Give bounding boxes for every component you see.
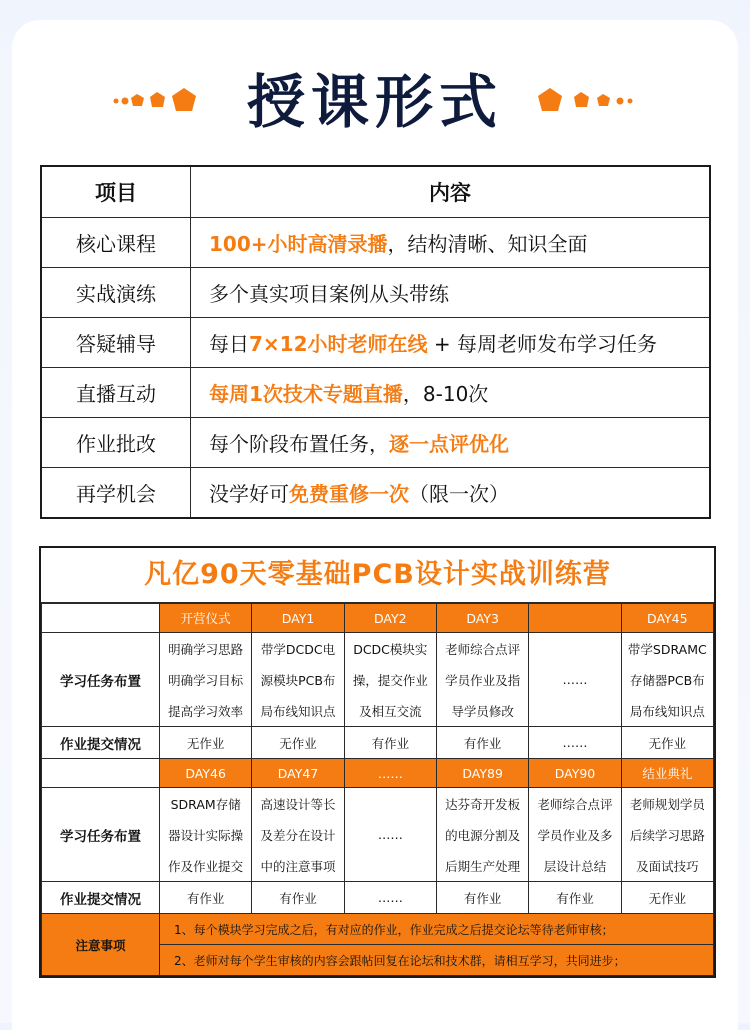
- day-label: DAY2: [344, 604, 436, 633]
- task-cell-line: 学员作业及多: [529, 819, 621, 850]
- day-label: DAY1: [252, 604, 344, 633]
- task-cell-line: 后续学习思路: [621, 819, 713, 850]
- submit-cell: 有作业: [436, 882, 528, 914]
- task-cell-line: 老师综合点评: [529, 788, 621, 820]
- submit-cell: 无作业: [160, 727, 252, 759]
- task-cell-line: 操，提交作业: [344, 664, 436, 695]
- day-label: 结业典礼: [621, 759, 713, 788]
- format-table-header: [41, 166, 710, 218]
- day-header-row: [42, 604, 714, 633]
- format-row-value: [191, 418, 711, 468]
- submit-cell: 有作业: [344, 727, 436, 759]
- plain-text: ，8-10次: [402, 382, 489, 406]
- task-cell-line: 高速设计等长: [252, 788, 344, 820]
- format-row: [41, 368, 710, 418]
- task-cell-line: 存储器PCB布: [621, 664, 713, 695]
- note-text: 1、每个模块学习完成之后，有对应的作业，作业完成之后提交论坛等待老师审核；: [160, 914, 714, 945]
- task-cell-line: 达芬奇开发板: [436, 788, 528, 820]
- section-header: [0, 62, 750, 142]
- day-label: DAY46: [160, 759, 252, 788]
- plain-text: + 每周老师发布学习任务: [427, 332, 657, 356]
- submit-cell: 无作业: [621, 882, 713, 914]
- format-row-key: 答疑辅导: [41, 318, 191, 368]
- task-cell-line: 源模块PCB布: [252, 664, 344, 695]
- format-row: [41, 318, 710, 368]
- format-row: [41, 218, 710, 268]
- highlight-text: 逐一点评优化: [389, 432, 509, 456]
- notes-label: 注意事项: [42, 914, 160, 976]
- plain-text: 每日: [209, 332, 249, 356]
- task-cell-line: 带学SDRAMC: [621, 633, 713, 665]
- page-title: 授课形式: [246, 68, 503, 136]
- day-label: ……: [344, 759, 436, 788]
- format-row: [41, 418, 710, 468]
- task-cell-line: 局布线知识点: [252, 695, 344, 727]
- task-row-label: 学习任务布置: [42, 788, 160, 882]
- format-row-key: 直播互动: [41, 368, 191, 418]
- submit-cell: 无作业: [252, 727, 344, 759]
- format-row: [41, 268, 710, 318]
- format-row-key: 核心课程: [41, 218, 191, 268]
- submit-cell: ……: [344, 882, 436, 914]
- plain-text: ，结构清晰、知识全面: [387, 232, 588, 256]
- task-row: [42, 633, 714, 665]
- submit-row: [42, 727, 714, 759]
- task-cell-line: 明确学习目标: [160, 664, 252, 695]
- submit-row-label: 作业提交情况: [42, 882, 160, 914]
- format-row-value: [191, 468, 711, 519]
- task-cell: ……: [529, 633, 621, 727]
- task-cell-line: 局布线知识点: [621, 695, 713, 727]
- day-header-spacer: [42, 759, 160, 788]
- format-row-value: [191, 318, 711, 368]
- day-label: DAY90: [529, 759, 621, 788]
- day-header-spacer: [42, 604, 160, 633]
- highlight-text: 100+小时高清录播: [209, 232, 388, 256]
- task-cell-line: 老师规划学员: [621, 788, 713, 820]
- task-cell-line: 及差分在设计: [252, 819, 344, 850]
- camp-title: 凡亿90天零基础PCB设计实战训练营: [41, 548, 714, 603]
- plain-text: 多个真实项目案例从头带练: [209, 282, 449, 306]
- format-row-value: [191, 368, 711, 418]
- task-cell-line: 后期生产处理: [436, 850, 528, 882]
- task-cell-line: 器设计实际操: [160, 819, 252, 850]
- task-cell-line: 学员作业及指: [436, 664, 528, 695]
- day-label: DAY45: [621, 604, 713, 633]
- submit-cell: 有作业: [436, 727, 528, 759]
- task-cell-line: 中的注意事项: [252, 850, 344, 882]
- submit-cell: 有作业: [160, 882, 252, 914]
- task-cell-line: 带学DCDC电: [252, 633, 344, 665]
- submit-row: [42, 882, 714, 914]
- day-label: [529, 604, 621, 633]
- header-content: 内容: [191, 166, 711, 218]
- plain-text: （限一次）: [409, 482, 509, 506]
- highlight-text: 7×12小时老师在线: [249, 332, 428, 356]
- highlight-text: 免费重修一次: [289, 482, 409, 506]
- header-item: 项目: [41, 166, 191, 218]
- task-row: [42, 788, 714, 820]
- submit-cell: 无作业: [621, 727, 713, 759]
- plain-text: 没学好可: [209, 482, 289, 506]
- highlight-text: 每周1次技术专题直播: [209, 382, 403, 406]
- note-row: [42, 914, 714, 945]
- submit-cell: 有作业: [529, 882, 621, 914]
- submit-cell: 有作业: [252, 882, 344, 914]
- note-text: 2、老师对每个学生审核的内容会跟帖回复在论坛和技术群，请相互学习，共同进步；: [160, 945, 714, 976]
- task-cell: ……: [344, 788, 436, 882]
- format-row-key: 作业批改: [41, 418, 191, 468]
- task-cell-line: DCDC模块实: [344, 633, 436, 665]
- camp-schedule-table: [39, 546, 716, 978]
- format-row-key: 再学机会: [41, 468, 191, 519]
- task-cell-line: 作及作业提交: [160, 850, 252, 882]
- day-label: 开营仪式: [160, 604, 252, 633]
- task-cell-line: SDRAM存储: [160, 788, 252, 820]
- task-cell-line: 及相互交流: [344, 695, 436, 727]
- day-header-row: [42, 759, 714, 788]
- format-row: [41, 468, 710, 519]
- day-label: DAY89: [436, 759, 528, 788]
- format-row-key: 实战演练: [41, 268, 191, 318]
- day-label: DAY47: [252, 759, 344, 788]
- decor-dots-right-icon: [536, 86, 636, 116]
- format-row-value: [191, 218, 711, 268]
- submit-row-label: 作业提交情况: [42, 727, 160, 759]
- task-cell-line: 的电源分割及: [436, 819, 528, 850]
- task-cell-line: 明确学习思路: [160, 633, 252, 665]
- format-row-value: [191, 268, 711, 318]
- task-cell-line: 提高学习效率: [160, 695, 252, 727]
- task-cell-line: 老师综合点评: [436, 633, 528, 665]
- format-table: [40, 165, 711, 519]
- plain-text: 每个阶段布置任务，: [209, 432, 389, 456]
- submit-cell: ……: [529, 727, 621, 759]
- task-cell-line: 导学员修改: [436, 695, 528, 727]
- task-cell-line: 层设计总结: [529, 850, 621, 882]
- task-row-label: 学习任务布置: [42, 633, 160, 727]
- day-label: DAY3: [436, 604, 528, 633]
- task-cell-line: 及面试技巧: [621, 850, 713, 882]
